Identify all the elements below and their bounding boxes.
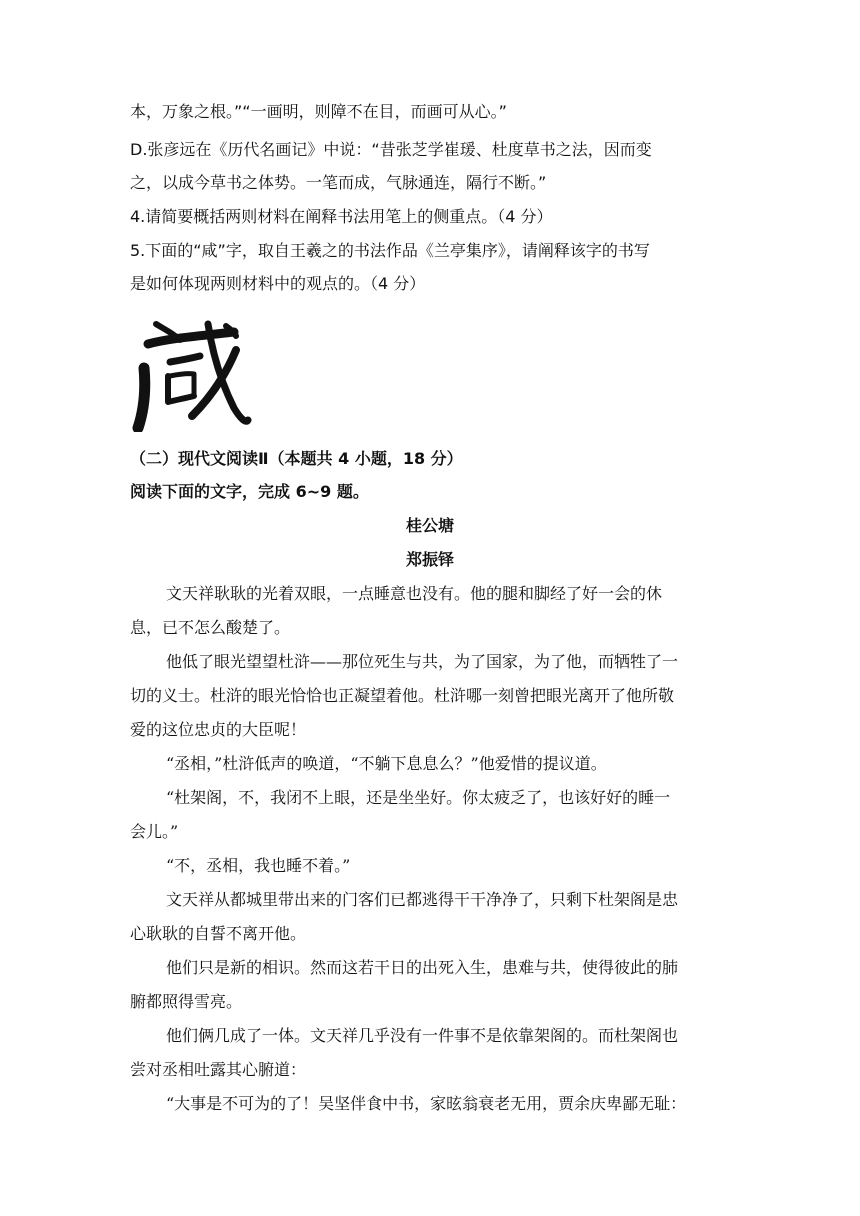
question-5-line2: 是如何体现两则材料中的观点的。（4 分） bbox=[130, 274, 426, 293]
section-heading: （二）现代文阅读Ⅱ（本题共 4 小题，18 分） bbox=[130, 449, 463, 468]
article-line: 心耿耿的自誓不离开他。 bbox=[130, 924, 307, 943]
article-line: 息，已不怎么酸楚了。 bbox=[130, 618, 291, 637]
article-line: 腑都照得雪亮。 bbox=[130, 992, 243, 1011]
question-4: 4.请简要概括两则材料在阐释书法用笔上的侧重点。（4 分） bbox=[130, 207, 553, 226]
article-title: 桂公塘 bbox=[405, 516, 454, 535]
article-line: 文天祥从都城里带出来的门客们已都逃得干干净净了，只剩下杜架阁是忠 bbox=[166, 890, 679, 909]
calligraphy-xian-image bbox=[130, 310, 252, 432]
article-line: 他们只是新的相识。然而这若干日的出死入生，患难与共，使得彼此的肺 bbox=[166, 958, 679, 977]
article-line: 他低了眼光望望杜浒——那位死生与共，为了国家，为了他，而牺牲了一 bbox=[166, 652, 679, 671]
article-line: “杜架阁，不，我闭不上眼，还是坐坐好。你太疲乏了，也该好好的睡一 bbox=[166, 788, 671, 807]
article-line: 他们俩几成了一体。文天祥几乎没有一件事不是依靠架阁的。而杜架阁也 bbox=[166, 1026, 679, 1045]
question-5-line1: 5.下面的“咸”字，取自王羲之的书法作品《兰亭集序》，请阐释该字的书写 bbox=[130, 241, 650, 260]
article-line: 切的义士。杜浒的眼光恰恰也正凝望着他。杜浒哪一刻曾把眼光离开了他所敬 bbox=[130, 686, 675, 705]
q3-option-d-line1: D.张彦远在《历代名画记》中说：“昔张芝学崔瑗、杜度草书之法，因而变 bbox=[130, 140, 652, 159]
article-line: 爱的这位忠贞的大臣呢！ bbox=[130, 720, 307, 739]
article-author: 郑振铎 bbox=[405, 550, 454, 569]
article-line: 文天祥耿耿的光着双眼，一点睡意也没有。他的腿和脚经了好一会的休 bbox=[166, 584, 663, 603]
q3-option-c-end: 本，万象之根。”“一画明，则障不在目，而画可从心。” bbox=[130, 102, 507, 121]
article-line: “大事是不可为的了！吴坚伴食中书，家昡翁衰老无用，贾余庆卑鄙无耻： bbox=[166, 1094, 687, 1113]
section-instruction: 阅读下面的文字，完成 6~9 题。 bbox=[130, 482, 369, 501]
article-line: 会儿。” bbox=[130, 822, 179, 841]
article-line: “丞相，”杜浒低声的唤道，“不躺下息息么？”他爱惜的提议道。 bbox=[166, 754, 607, 773]
article-line: 尝对丞相吐露其心腑道： bbox=[130, 1060, 307, 1079]
q3-option-d-line2: 之，以成今草书之体势。一笔而成，气脉通连，隔行不断。” bbox=[130, 173, 547, 192]
article-line: “不，丞相，我也睡不着。” bbox=[166, 856, 351, 875]
